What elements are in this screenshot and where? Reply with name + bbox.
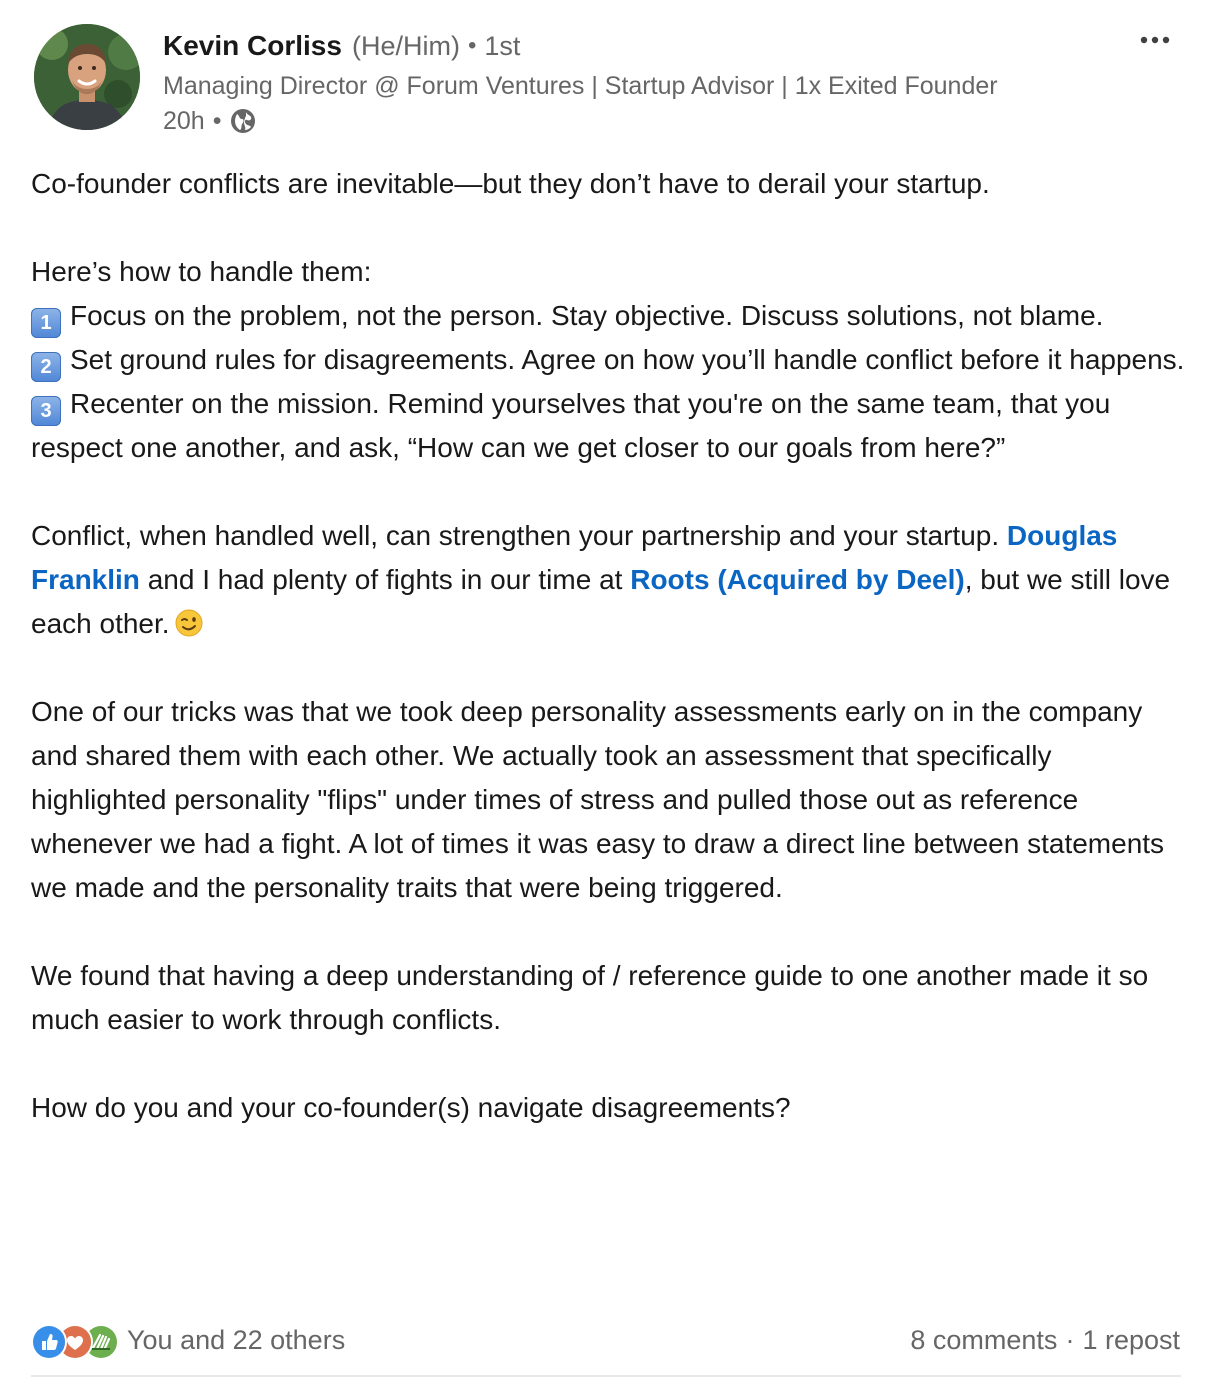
globe-icon — [229, 107, 257, 135]
more-options-button[interactable] — [1133, 26, 1177, 54]
mention-douglas-franklin[interactable]: Douglas Franklin — [31, 520, 1118, 595]
author-avatar[interactable] — [34, 24, 140, 130]
list-item — [31, 338, 1186, 382]
post-paragraph: Conflict, when handled well, can strengthen your partnership and your startup. Douglas Franklin and I had plenty of fights in our time at Roots (Acquired by Deel), but we still love each other. — [31, 520, 1171, 639]
post-intro: Here’s how to handle them: — [31, 256, 372, 287]
meta-separator: • — [212, 106, 222, 135]
post-paragraph: One of our tricks was that we took deep personality assessments early on in the company and shared them with each other. We actually took an assessment that specifically highlighted personality "flips" under times of stress and pulled those out as reference whenever we had a fight. A lot of times it was easy to draw a direct line between statements we made and the personality traits that were being triggered. — [31, 696, 1165, 903]
reaction-icons — [31, 1323, 119, 1357]
list-item-text: Focus on the problem, not the person. Stay objective. Discuss solutions, not blame. — [70, 300, 1104, 331]
wink-emoji-icon — [174, 608, 204, 638]
post-paragraph: Co-founder conflicts are inevitable—but they don’t have to derail your startup. — [31, 168, 990, 199]
mention-roots-company[interactable]: Roots (Acquired by Deel) — [630, 564, 965, 595]
like-icon — [31, 1324, 67, 1360]
comments-count[interactable]: 8 comments — [910, 1324, 1058, 1355]
list-item — [31, 294, 1186, 338]
author-name[interactable]: Kevin Corliss — [163, 30, 342, 61]
post-paragraph: We found that having a deep understanding of / reference guide to one another made it so much easier to work through conflicts. — [31, 960, 1149, 1035]
reactions-count[interactable]: You and 22 others — [127, 1324, 346, 1355]
reactions-summary[interactable] — [31, 1320, 345, 1360]
social-counts — [910, 1320, 1180, 1360]
footer-divider — [31, 1375, 1181, 1377]
post-time[interactable]: 20h — [163, 106, 205, 135]
post-body — [31, 162, 1186, 1130]
keycap-3-icon: 3 — [31, 396, 61, 426]
counts-separator: · — [1065, 1324, 1075, 1355]
author-pronouns: (He/Him) — [351, 30, 460, 61]
keycap-2-icon: 2 — [31, 352, 61, 382]
ellipsis-icon — [1139, 35, 1171, 45]
author-line — [163, 28, 520, 64]
list-item-text: Recenter on the mission. Remind yourselves that you're on the same team, that you respect one another, and ask, “How can we get closer to our goals from here?” — [31, 388, 1111, 463]
connection-separator: • — [467, 32, 477, 59]
connection-degree: 1st — [484, 30, 521, 61]
list-item-text: Set ground rules for disagreements. Agree on how you’ll handle conflict before it happens. — [70, 344, 1185, 375]
post-meta — [163, 104, 257, 138]
post-question: How do you and your co-founder(s) navigate disagreements? — [31, 1092, 791, 1123]
avatar-photo — [34, 24, 140, 130]
reposts-count[interactable]: 1 repost — [1082, 1324, 1180, 1355]
list-item — [31, 382, 1186, 470]
keycap-1-icon: 1 — [31, 308, 61, 338]
author-headline[interactable]: Managing Director @ Forum Ventures | Startup Advisor | 1x Exited Founder — [163, 72, 998, 100]
